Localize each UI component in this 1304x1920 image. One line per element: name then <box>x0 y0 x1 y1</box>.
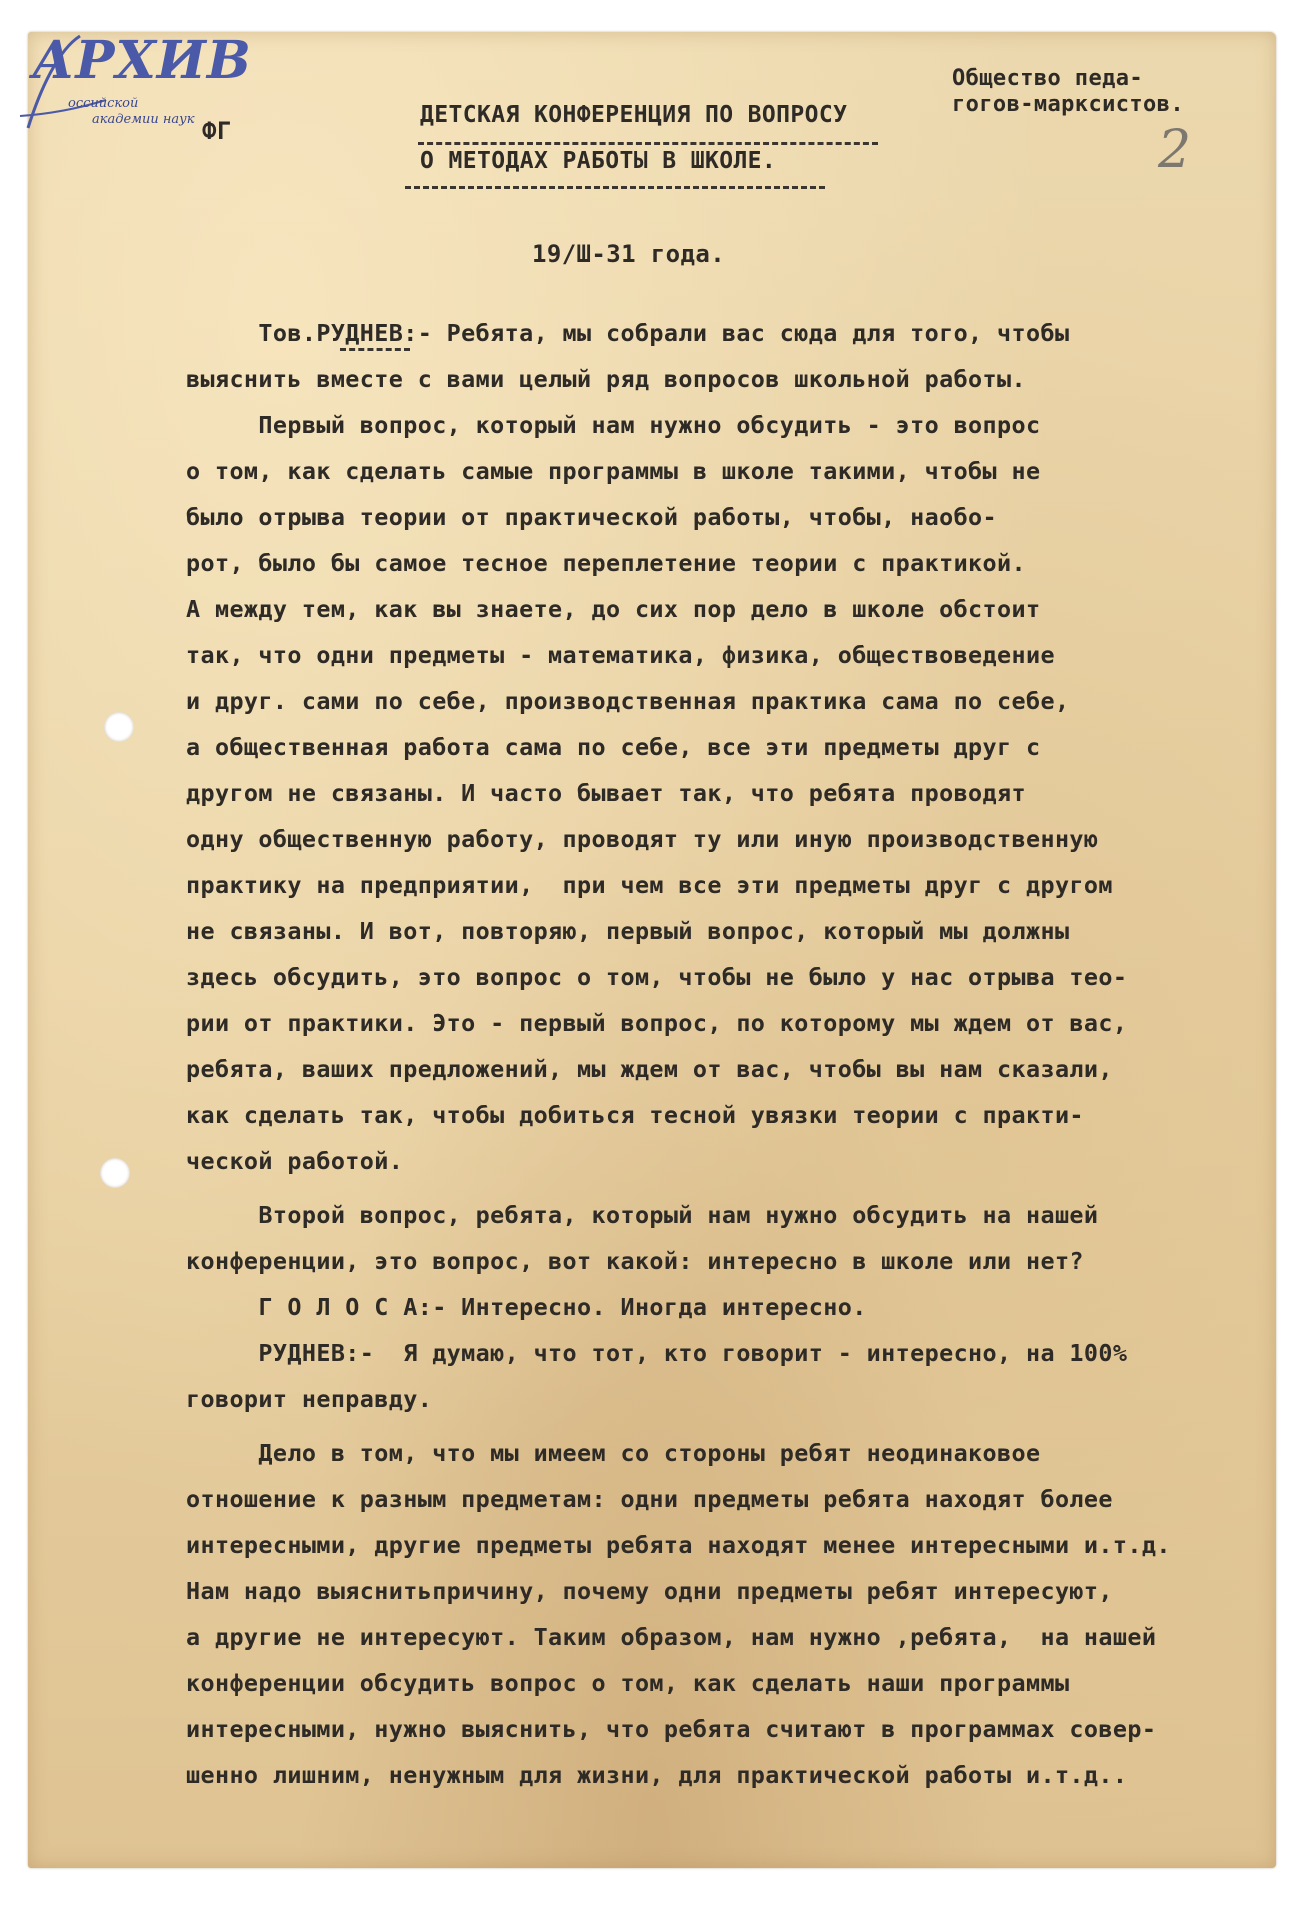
body-line: Нам надо выяснитьпричину, почему одни предметы ребят интересуют, <box>186 1577 1113 1605</box>
body-line: было отрыва теории от практической работы, чтобы, наобо- <box>186 503 998 531</box>
body-line: РУДНЕВ:- Я думаю, что тот, кто говорит - интересно, на 100% <box>186 1339 1128 1367</box>
body-line: шенно лишним, ненужным для жизни, для практической работы и.т.д.. <box>186 1761 1128 1789</box>
handwritten-page-number: 2 <box>1158 120 1192 180</box>
body-line: конференции, это вопрос, вот какой: интересно в школе или нет? <box>186 1247 1084 1275</box>
body-line: А между тем, как вы знаете, до сих пор дело в школе обстоит <box>186 595 1041 623</box>
document-title-line-1: ДЕТСКАЯ КОНФЕРЕНЦИЯ ПО ВОПРОСУ <box>420 102 848 128</box>
body-line: рот, было бы самое тесное переплетение теории с практикой. <box>186 549 1026 577</box>
body-line: Первый вопрос, который нам нужно обсудить - это вопрос <box>186 411 1041 439</box>
body-line: выяснить вместе с вами целый ряд вопросов школьной работы. <box>186 365 1026 393</box>
title-underline-2 <box>405 186 825 189</box>
body-line: одну общественную работу, проводят ту или иную производственную <box>186 825 1099 853</box>
body-line: Второй вопрос, ребята, который нам нужно обсудить на нашей <box>186 1201 1099 1229</box>
body-line: как сделать так, чтобы добиться тесной увязки теории с практи- <box>186 1101 1084 1129</box>
punch-hole <box>100 1158 130 1188</box>
punch-hole <box>104 712 134 742</box>
body-line: а общественная работа сама по себе, все эти предметы друг с <box>186 733 1041 761</box>
body-line: о том, как сделать самые программы в школе такими, чтобы не <box>186 457 1041 485</box>
body-line: интересными, нужно выяснить, что ребята считают в программах совер- <box>186 1715 1157 1743</box>
body-line: а другие не интересуют. Таким образом, нам нужно ,ребята, на нашей <box>186 1623 1157 1651</box>
title-underline-1 <box>418 142 878 145</box>
body-line: Дело в том, что мы имеем со стороны ребят неодинаковое <box>186 1439 1041 1467</box>
body-line: здесь обсудить, это вопрос о том, чтобы не было у нас отрыва тео- <box>186 963 1128 991</box>
document-code: ФГ <box>202 117 232 145</box>
body-line: Тов.РУДНЕВ:- Ребята, мы собрали вас сюда для того, чтобы <box>186 319 1070 347</box>
body-line: интересными, другие предметы ребята находят менее интересными и.т.д. <box>186 1531 1171 1559</box>
body-line: говорит неправду. <box>186 1385 433 1413</box>
organization-line-1: Общество педа- <box>952 66 1144 91</box>
body-line: ребята, ваших предложений, мы ждем от вас, чтобы вы нам сказали, <box>186 1055 1113 1083</box>
logo-main-text: АРХИВ <box>32 30 252 91</box>
logo-subtitle-2: академии наук <box>92 112 195 127</box>
body-line: не связаны. И вот, повторяю, первый вопрос, который мы должны <box>186 917 1070 945</box>
organization-line-2: гогов-марксистов. <box>952 92 1184 117</box>
body-line: отношение к разным предметам: одни предметы ребята находят более <box>186 1485 1113 1513</box>
body-line: другом не связаны. И часто бывает так, что ребята проводят <box>186 779 1026 807</box>
document-date: 19/Ш-31 года. <box>532 240 726 268</box>
body-line: ческой работой. <box>186 1147 404 1175</box>
body-line: Г О Л О С А:- Интересно. Иногда интересно. <box>186 1293 867 1321</box>
logo-subtitle-1: оссийской <box>68 96 139 111</box>
body-line: практику на предприятии, при чем все эти предметы друг с другом <box>186 871 1113 899</box>
body-line: рии от практики. Это - первый вопрос, по которому мы ждем от вас, <box>186 1009 1128 1037</box>
document-title-line-2: О МЕТОДАХ РАБОТЫ В ШКОЛЕ. <box>420 148 777 174</box>
body-line: конференции обсудить вопрос о том, как сделать наши программы <box>186 1669 1070 1697</box>
speaker-underline <box>340 348 410 351</box>
body-line: и друг. сами по себе, производственная практика сама по себе, <box>186 687 1070 715</box>
body-line: так, что одни предметы - математика, физика, обществоведение <box>186 641 1055 669</box>
